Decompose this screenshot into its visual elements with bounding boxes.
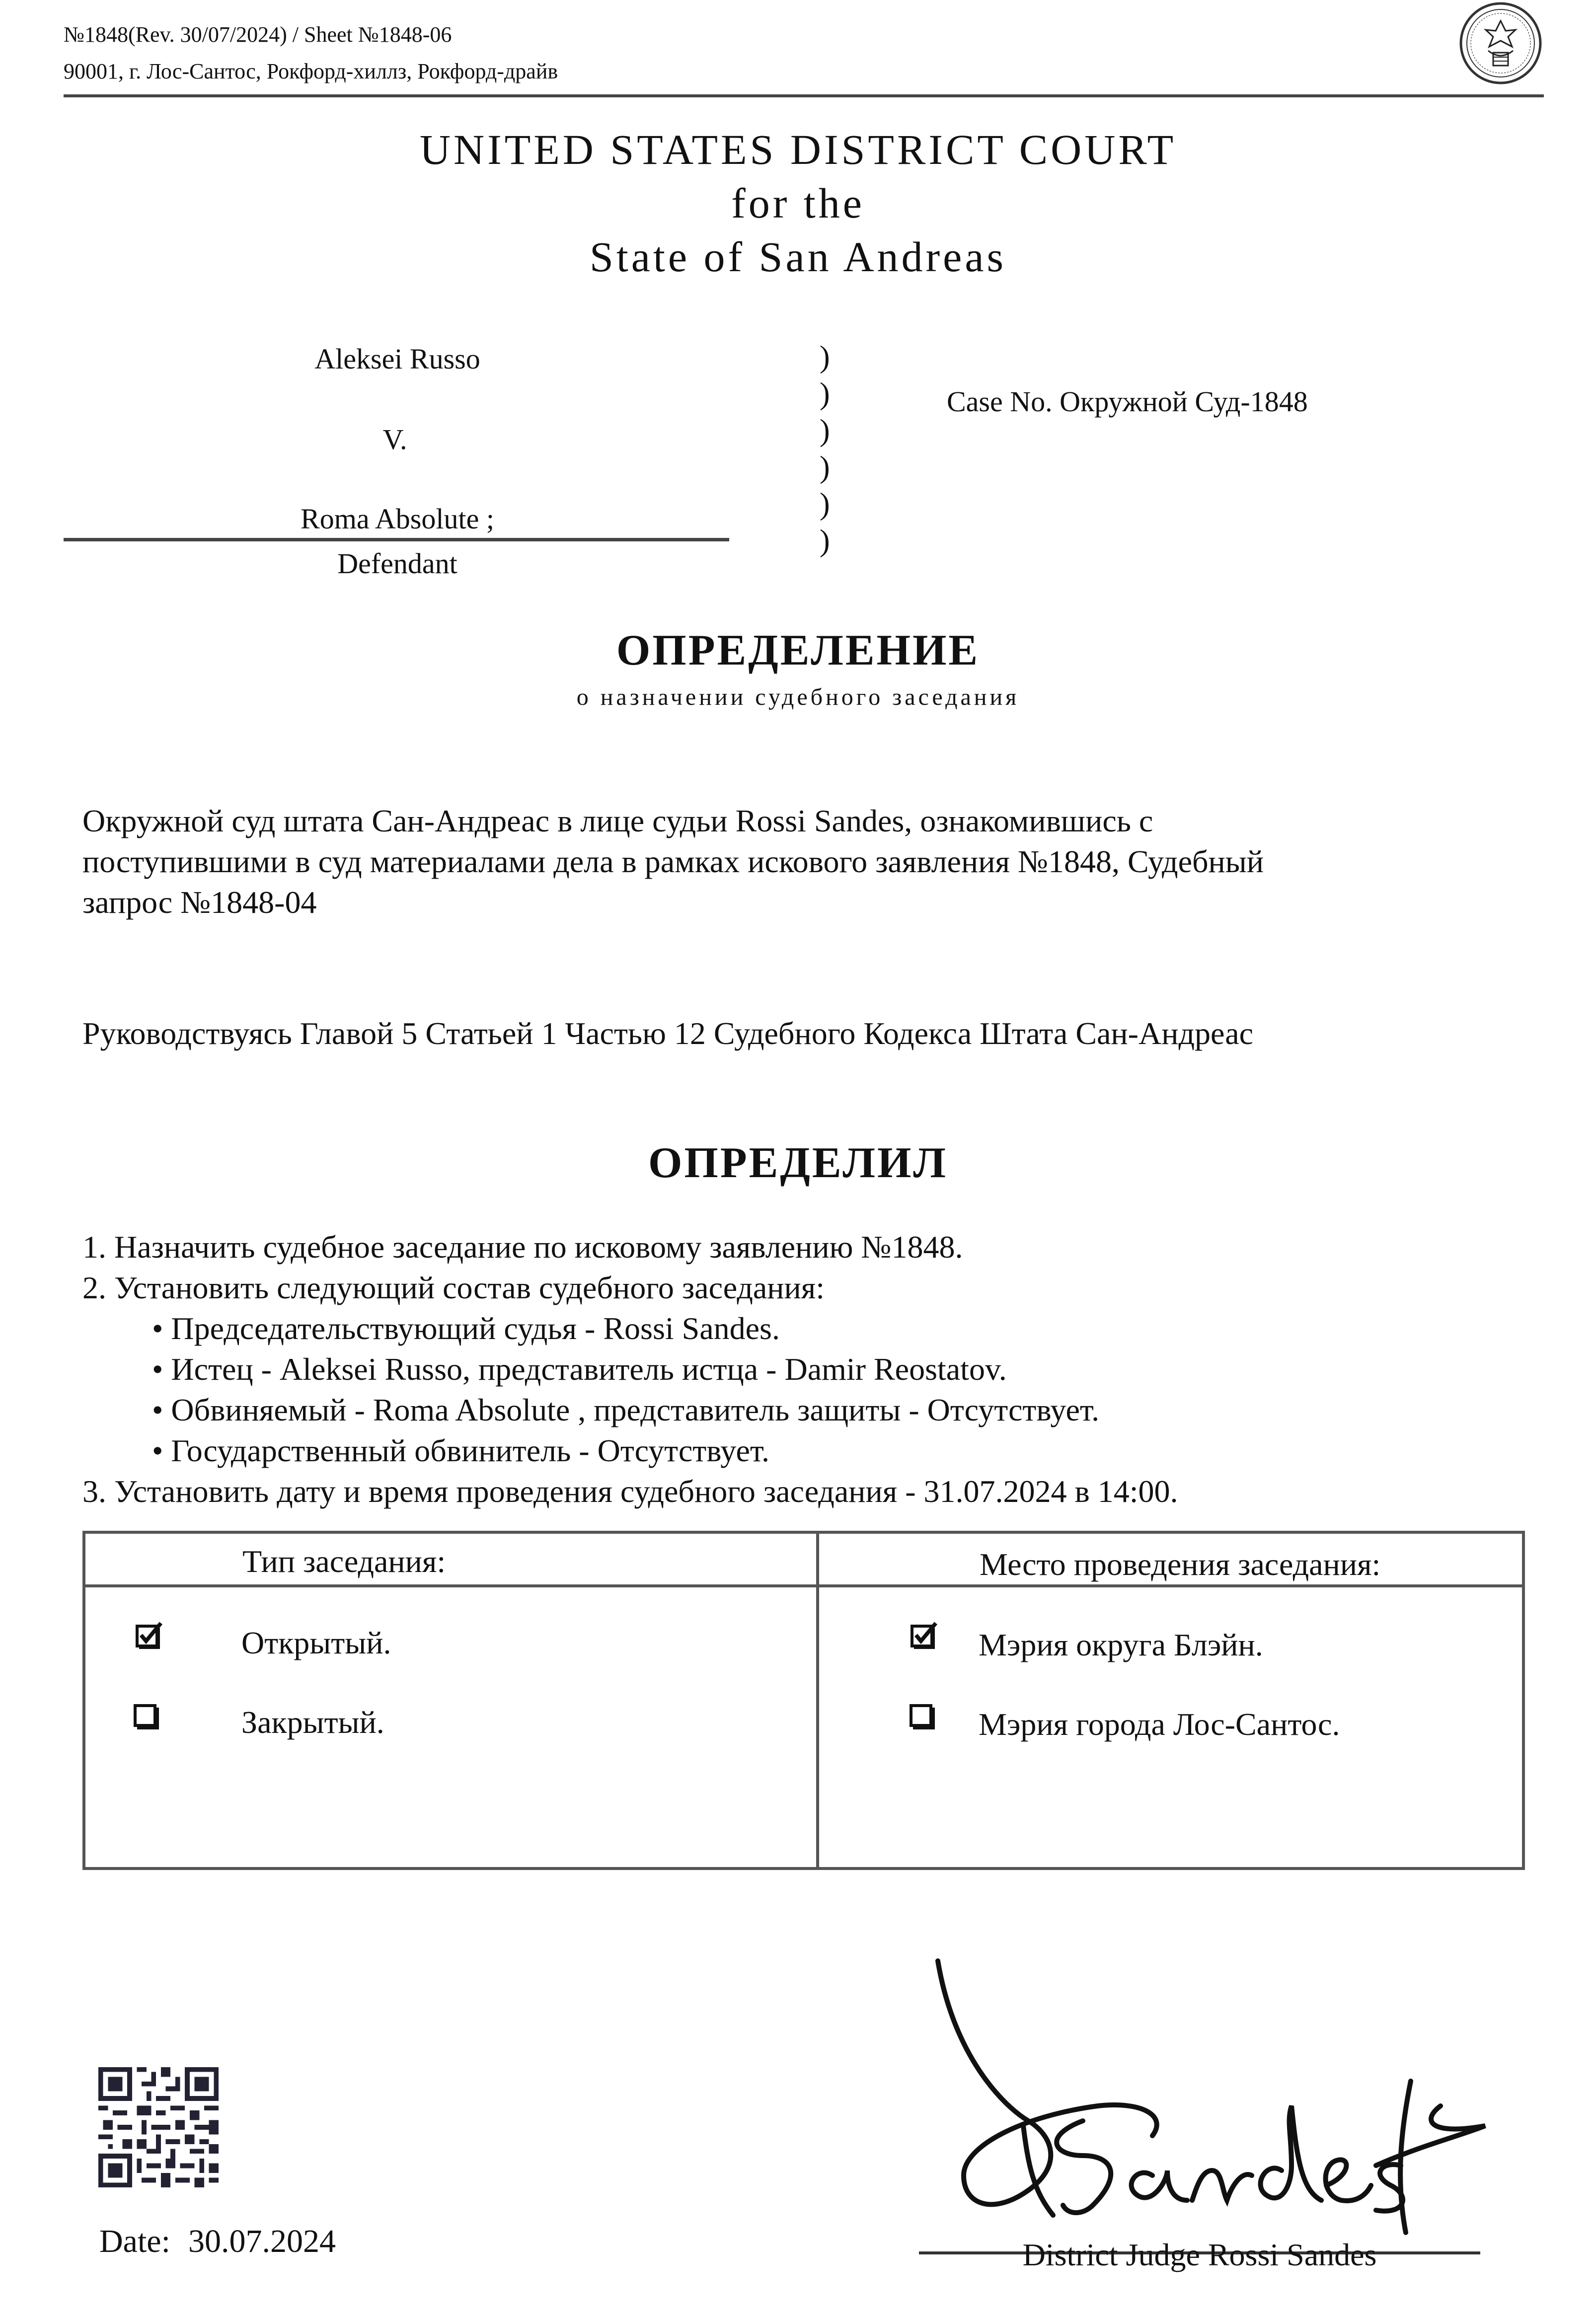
checkbox-unchecked-icon[interactable]	[133, 1703, 162, 1731]
document-subtitle: о назначении судебного заседания	[576, 684, 1020, 710]
checkbox-checked-icon[interactable]	[135, 1621, 164, 1650]
ruling-item: 3. Установить дату и время проведения судебного заседания - 31.07.2024 в 14:00.	[82, 1474, 1178, 1509]
qr-code-icon	[98, 2067, 219, 2187]
checkbox-checked-icon[interactable]	[910, 1621, 939, 1650]
ruling-item: 1. Назначить судебное заседание по исковому заявлению №1848.	[82, 1229, 963, 1265]
table-column-divider	[816, 1531, 819, 1870]
intro-line: поступившими в суд материалами дела в рамках искового заявления №1848, Судебный	[82, 844, 1264, 879]
ruling-subitem: • Обвиняемый - Roma Absolute , представитель защиты - Отсутствует.	[152, 1392, 1100, 1427]
caption-paren: )	[820, 414, 830, 448]
caption-paren: )	[820, 377, 830, 411]
caption-paren: )	[820, 450, 830, 484]
ruling-title: ОПРЕДЕЛИЛ	[648, 1139, 948, 1187]
caption-paren: )	[820, 524, 830, 558]
date-value: 30.07.2024	[188, 2223, 336, 2259]
ruling-subitem: • Государственный обвинитель - Отсутствует.	[152, 1433, 769, 1468]
session-place-los-santos: Мэрия города Лос-Сантос.	[979, 1707, 1340, 1742]
session-place-header: Место проведения заседания:	[980, 1547, 1381, 1582]
plaintiff-name: Aleksei Russo	[314, 343, 480, 375]
session-type-closed: Закрытый.	[241, 1705, 384, 1740]
versus-label: V.	[382, 423, 407, 455]
document-date	[99, 2225, 336, 2258]
header-rule	[64, 94, 1544, 97]
session-type-open: Открытый.	[241, 1625, 391, 1660]
document-title: ОПРЕДЕЛЕНИЕ	[616, 626, 980, 674]
court-seal-icon	[1458, 1, 1543, 85]
intro-line: Окружной суд штата Сан-Андреас в лице судьи Rossi Sandes, ознакомившись с	[82, 803, 1153, 838]
table-header-divider	[82, 1584, 1525, 1587]
session-type-header: Тип заседания:	[242, 1544, 446, 1579]
defendant-name: Roma Absolute ;	[301, 503, 494, 535]
court-for-the: for the	[731, 179, 865, 227]
caption-paren: )	[820, 487, 830, 521]
caption-rule	[64, 538, 729, 541]
court-name: UNITED STATES DISTRICT COURT	[419, 126, 1177, 173]
judge-signature	[934, 1957, 1490, 2235]
judge-title: District Judge Rossi Sandes	[1022, 2237, 1377, 2272]
intro-line: запрос №1848-04	[82, 885, 317, 920]
form-number-line: №1848(Rev. 30/07/2024) / Sheet №1848-06	[64, 22, 452, 47]
checkbox-unchecked-icon[interactable]	[909, 1703, 938, 1731]
case-number: Case No. Окружной Суд-1848	[947, 385, 1308, 418]
ruling-item: 2. Установить следующий состав судебного заседания:	[82, 1270, 825, 1305]
court-address-line: 90001, г. Лос-Сантос, Рокфорд-хиллз, Рокфорд-драйв	[64, 59, 558, 83]
ruling-subitem: • Председательствующий судья - Rossi Sandes.	[152, 1311, 780, 1346]
date-label: Date:	[99, 2223, 170, 2259]
defendant-label: Defendant	[337, 547, 457, 580]
session-place-blaine: Мэрия округа Блэйн.	[979, 1627, 1263, 1662]
court-state: State of San Andreas	[590, 233, 1006, 281]
guidance-text: Руководствуясь Главой 5 Статьей 1 Частью 12 Судебного Кодекса Штата Сан-Андреас	[82, 1016, 1253, 1051]
caption-paren: )	[820, 340, 830, 374]
ruling-subitem: • Истец - Aleksei Russo, представитель истца - Damir Reostatov.	[152, 1351, 1007, 1387]
